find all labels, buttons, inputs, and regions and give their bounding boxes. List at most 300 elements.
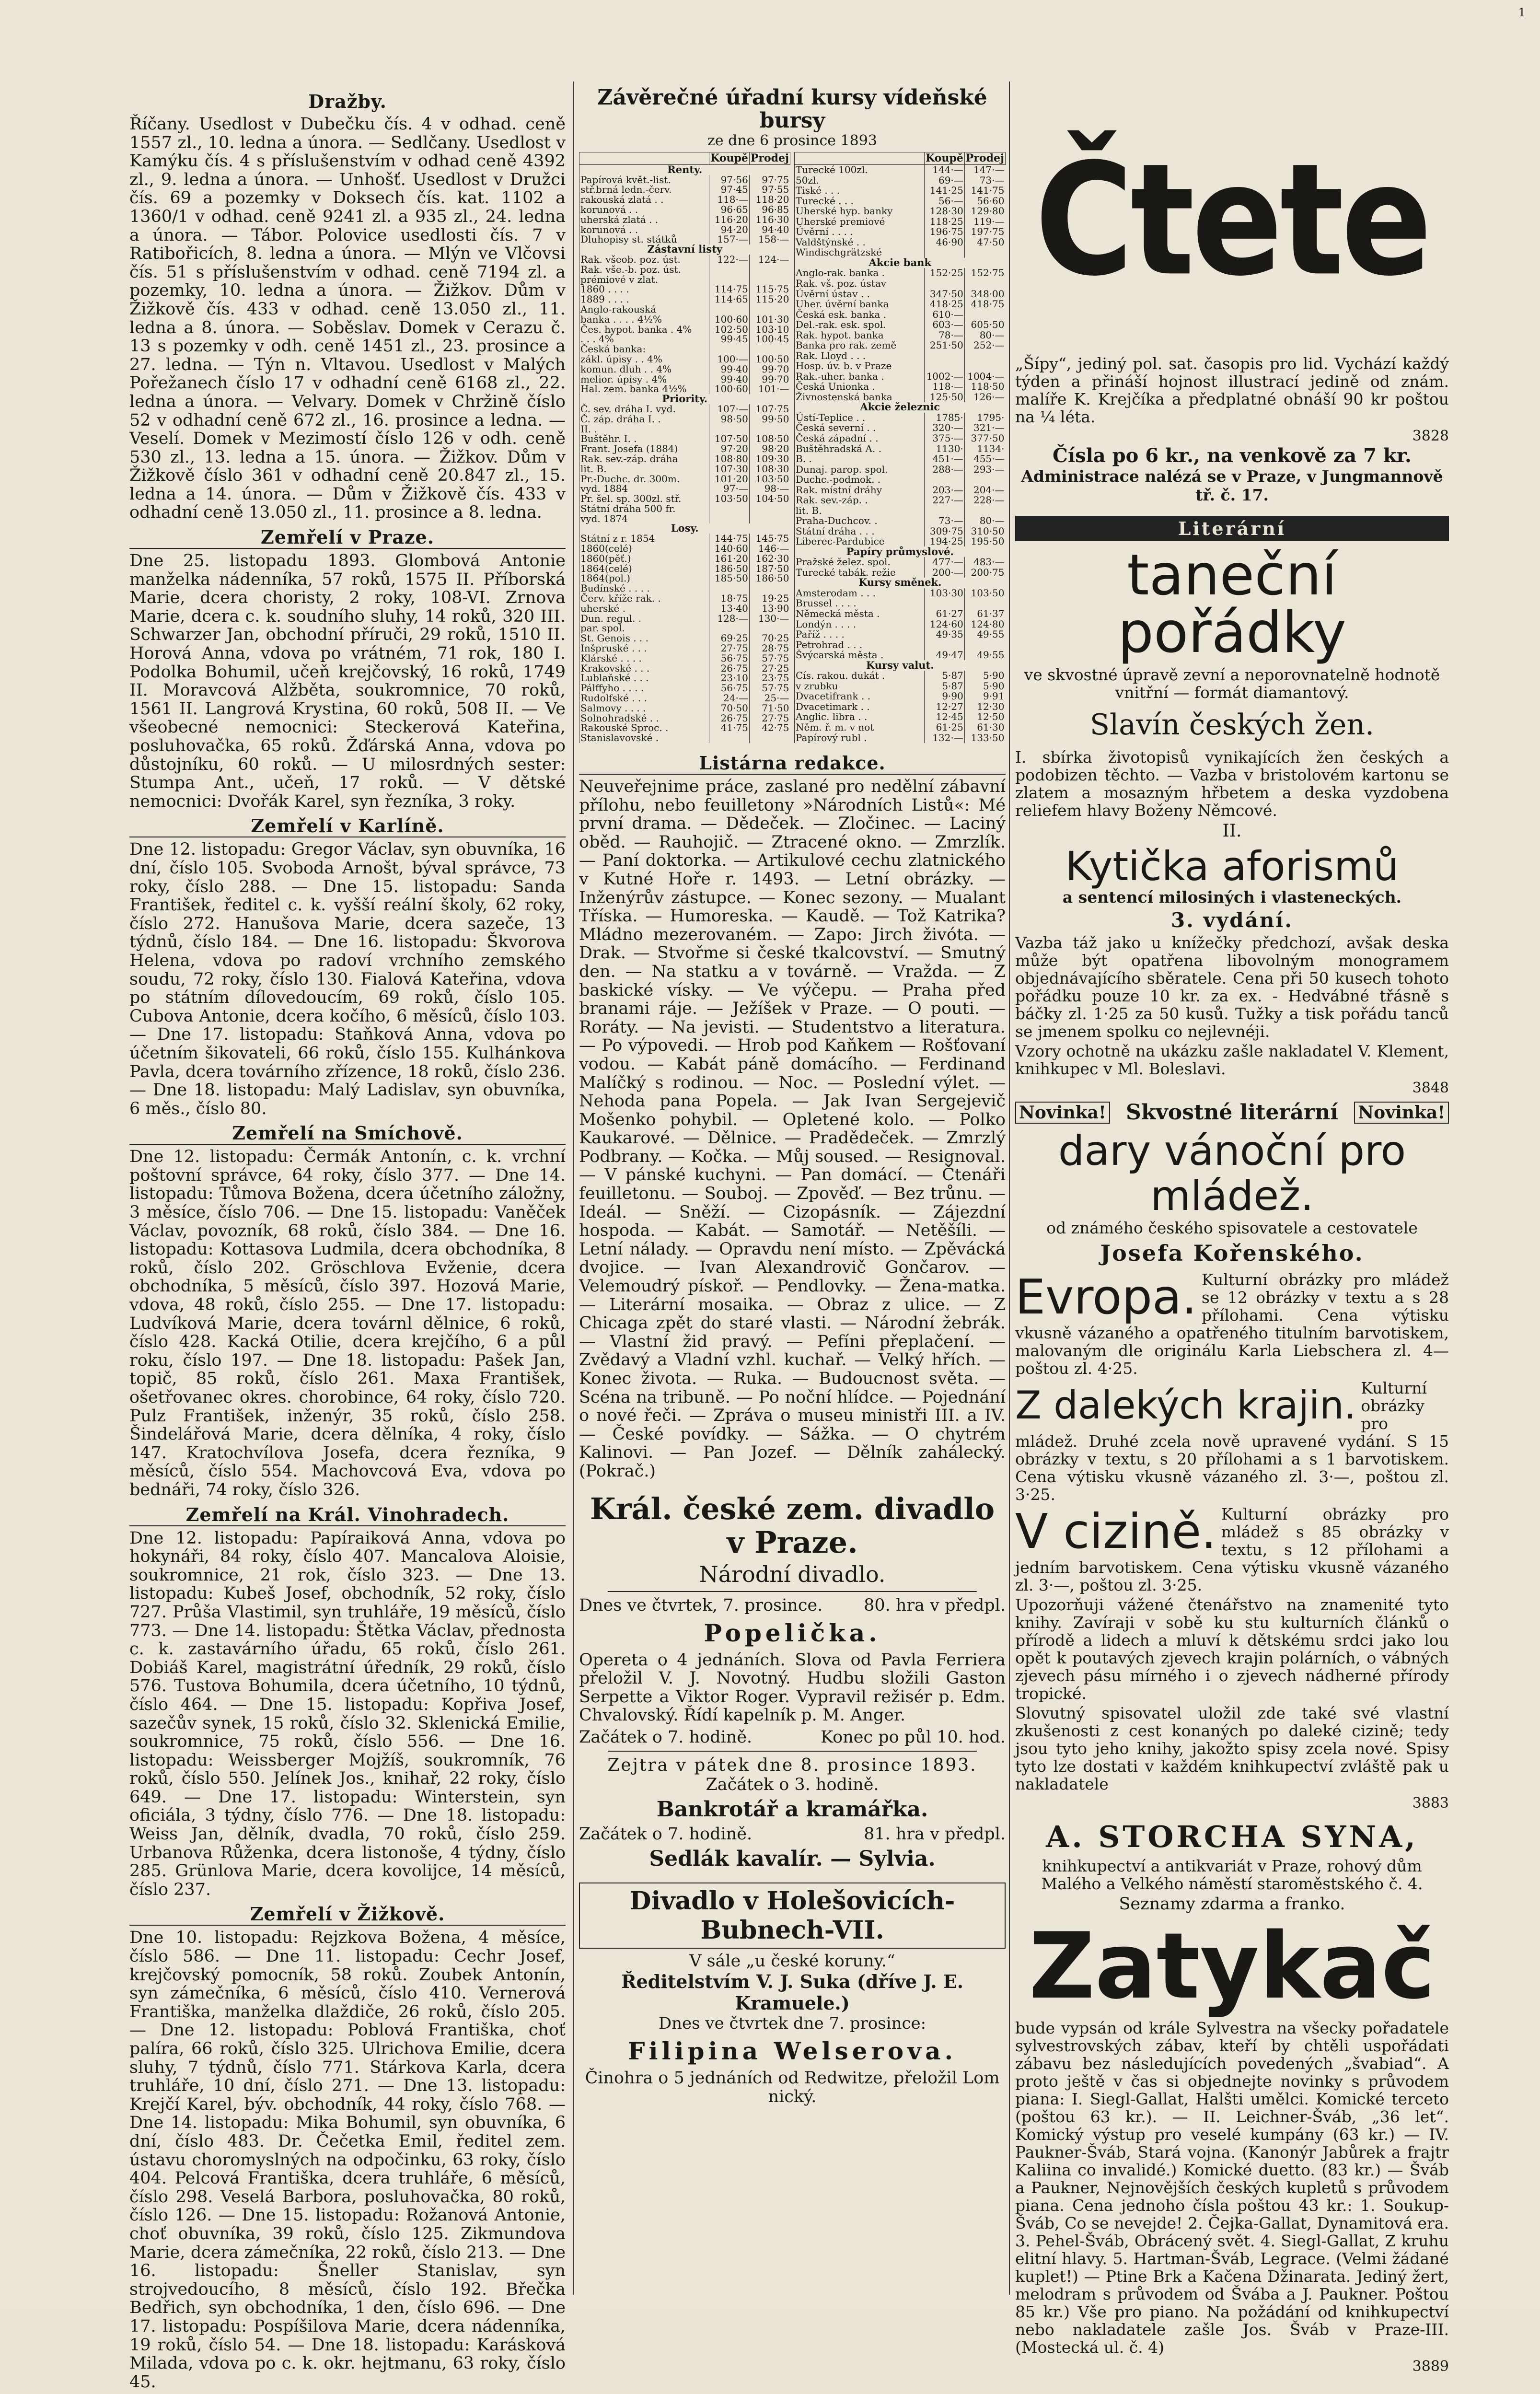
play-3-subscription: 81. hra v předpl. <box>864 1824 1006 1844</box>
prodej-value: 204·— <box>964 485 1005 495</box>
prodej-value: 80·— <box>964 516 1005 526</box>
prodej-value <box>749 504 790 514</box>
koupe-value: 41·75 <box>709 723 750 733</box>
prodej-value: 108·30 <box>749 464 790 474</box>
table-row <box>579 633 790 643</box>
koupe-value <box>709 583 750 593</box>
koupe-value: 18·75 <box>709 593 750 604</box>
table-row <box>579 464 790 474</box>
prodej-value <box>749 514 790 524</box>
table-row <box>579 623 790 633</box>
koupe-value: 140·60 <box>709 544 750 554</box>
skvostne-text: Skvostné literární <box>1126 1100 1338 1125</box>
prodej-value: 27·25 <box>749 663 790 674</box>
koupe-value <box>709 344 750 354</box>
koupe-value: 610·— <box>925 309 965 320</box>
koupe-value: 26·75 <box>709 713 750 723</box>
table-row <box>579 573 790 583</box>
security-name: Pražské želez. spol. <box>795 557 925 568</box>
koupe-value: 1785· <box>925 413 965 423</box>
slavin-desc: I. sbírka životopisů vynikajících žen českých a podobizen těchto. — Vazba v bristolovém kartonu se zlatem a mosazným hřbetem a deska vyzdobena reliefem hlavy Boženy Němcové. <box>1015 748 1449 820</box>
prodej-value: 101·— <box>749 384 790 394</box>
table-row <box>795 350 1006 361</box>
prodej-value: 195·50 <box>964 536 1005 547</box>
prodej-value: 23·75 <box>749 673 790 683</box>
play-title-1: Popelička. <box>704 1618 881 1647</box>
table-section-row <box>579 394 790 404</box>
table-row <box>795 671 1006 681</box>
table-row <box>795 691 1006 702</box>
koupe-value: 132·— <box>925 732 965 743</box>
prodej-value: 73·— <box>964 175 1005 186</box>
koupe-value <box>709 623 750 633</box>
koupe-value: 103·50 <box>709 494 750 504</box>
security-name: Budínské . . . . <box>579 583 709 593</box>
security-name: vyd. 1884 <box>579 484 709 494</box>
prodej-value: 115·75 <box>749 284 790 294</box>
prodej-value <box>749 623 790 633</box>
table-row <box>579 604 790 614</box>
koupe-value: 69·25 <box>709 633 750 643</box>
table-row <box>795 237 1006 248</box>
smichov-text: Dne 12. listopadu: Čermák Antonín, c. k. vrchní poštovní správce, 64 roky, číslo 377. — Dne 14. listopadu: Tůmova Božena, dcera účetního záložny, 3 měsíce, číslo 706. — Dne 15. listopadu: Vaněček Václav, povozník, 68 roků, číslo 384. — Dne 16. listopadu: Kottasova Ludmila, dcera obchodníka, 8 roků, číslo 202. Gröschlova Evženie, dcera obchodníka, 5 měsíců, číslo 397. Hozová Marie, vdova, 48 roků, číslo 255. — Dne 17. listopadu: Ludvíková Marie, dcera továrnl dělnice, 6 roků, číslo 428. Kacká Otilie, dcera krejčího, 6 a půl roku, číslo 197. — Dne 18. listopadu: Pašek Jan, topič, 85 roků, číslo 261. Maxa František, ošetřovanec okres. chorobince, 64 roky, číslo 720. Pulz František, inženýr, 35 roků, číslo 258. Šindelářová Marie, dcera dělníka, 4 roky, číslo 147. Kratochvílova Josefa, dcera řezníka, 9 měsíců, číslo 554. Machovcová Eva, vdova po bednáři, 74 roky, číslo 326. <box>129 1147 566 1499</box>
prodej-value: 197·75 <box>964 227 1005 237</box>
column-right <box>1015 86 1449 2375</box>
koupe-value: 70·50 <box>709 703 750 713</box>
prodej-value: 100·45 <box>749 334 790 344</box>
zizkov-text: Dne 10. listopadu: Rejzkova Božena, 4 měsíce, číslo 586. — Dne 11. listopadu: Cechr Josef, krejčovský pomocník, 58 roků. Zoubek Antonín, syn zámečníka, 6 měsíců, číslo 410. Vernerová Františka, manželka dlaždiče, 26 roků, číslo 205. — Dne 12. listopadu: Poblová Františka, choť palíra, 66 roků, číslo 325. Ulrichova Emilie, dcera sluhy, 7 týdnů, číslo 771. Stárkova Karla, dcera truhláře, 10 dní, číslo 271. — Dne 13. listopadu: Krejčí Karel, býv. obchodník, 44 roky, číslo 768. — Dne 14. listopadu: Mika Bohumil, syn obuvníka, 6 dní, číslo 483. Dr. Čečetka Emil, ředitel zem. ústavu choromyslných na odpočinku, 63 roky, číslo 404. Pelcová Františka, dcera truhláře, 6 měsíců, číslo 298. Veselá Barbora, posluhovačka, 80 roků, číslo 126. — Dne 15. listopadu: Rožanová Antonie, choť obuvníka, 39 roků, číslo 125. Zikmundova Marie, dcera zámečníka, 22 roků, číslo 213. — Dne 16. listopadu: Šneller Stanislav, syn strojvedoucího, 8 měsíců, číslo 192. Břečka Bedřich, syn obchodníka, 1 den, číslo 696. — Dne 17. listopadu: Pospíšilova Marie, dcera nádenníka, 19 roků, číslo 54. — Dne 18. listopadu: Karásková Milada, vdova po c. k. okr. hejtmanu, 63 roky, číslo 45. <box>129 1928 566 2392</box>
col-header-koupe: Koupě <box>709 152 750 165</box>
koupe-value: 97·56 <box>709 175 750 185</box>
security-name: Salmovy . . . . <box>579 703 709 713</box>
table-section-heading: Kursy valut. <box>795 660 1006 671</box>
prodej-value: 25·— <box>749 693 790 703</box>
bursy-table-left <box>579 152 790 743</box>
koupe-value <box>709 275 750 285</box>
table-section-heading: Kursy směnek. <box>795 578 1006 588</box>
prodej-value <box>749 583 790 593</box>
security-name: Česká banka: <box>579 344 709 354</box>
prodej-value <box>749 344 790 354</box>
novinka-badge-left: Novinka! <box>1015 1102 1110 1124</box>
divider <box>608 1751 977 1752</box>
security-name: Buštěhradská A. . <box>795 443 925 454</box>
prodej-value: 47·50 <box>964 237 1005 248</box>
table-row <box>579 404 790 414</box>
koupe-value <box>709 265 750 275</box>
koupe-value: 69·— <box>925 175 965 186</box>
table-row <box>579 554 790 564</box>
table-row <box>579 733 790 743</box>
prodej-value: 99·70 <box>749 364 790 374</box>
prodej-value: 1004·— <box>964 371 1005 382</box>
table-row <box>579 723 790 733</box>
koupe-value: 114·75 <box>709 284 750 294</box>
koupe-value: 477·— <box>925 557 965 568</box>
koupe-value: 46·90 <box>925 237 965 248</box>
security-name: Windischgrätzské <box>795 247 925 258</box>
koupe-value: 102·50 <box>709 325 750 335</box>
koupe-value: 78·— <box>925 330 965 340</box>
koupe-value: 128·30 <box>925 206 965 217</box>
table-row <box>795 475 1006 485</box>
upozorneni-text: Upozorňuji vážené čtenářstvo na znamenité tyto knihy. Zavíraji v sobě ku stu kulturních článků o přírodě a lidech a mluví k dětskému srdci jako lou opět k poutavých zjevech krajin polárních, o vábných zjevech pásu mírného i o zjevech nádherné přírody tropické. <box>1015 1595 1449 1703</box>
table-row <box>795 557 1006 568</box>
table-row <box>579 474 790 484</box>
security-name: Hal. zem. banka 4½% <box>579 384 709 394</box>
security-name: Anglic. libra . . <box>795 712 925 722</box>
security-name: rakouská zlatá . . <box>579 195 709 205</box>
koupe-value <box>709 504 750 514</box>
table-row <box>579 494 790 504</box>
table-row <box>579 534 790 544</box>
koupe-value <box>925 475 965 485</box>
theatre-day2: Zejtra v pátek dne 8. prosince 1893. <box>607 1755 977 1775</box>
sipy-price: Čísla po 6 kr., na venkově za 7 kr. <box>1053 444 1412 467</box>
table-row <box>579 284 790 294</box>
table-row <box>795 681 1006 691</box>
zdalekych-block <box>1015 1379 1449 1505</box>
table-row <box>795 485 1006 495</box>
table-row <box>795 206 1006 217</box>
security-name: banka . . . . 4½% <box>579 314 709 325</box>
section-title-karlin: Zemřelí v Karlíně. <box>129 815 566 837</box>
koupe-value: 13·40 <box>709 604 750 614</box>
prodej-value: 109·30 <box>749 454 790 464</box>
koupe-value: 118·— <box>709 195 750 205</box>
prodej-value: 97·55 <box>749 185 790 195</box>
security-name: Rudolfské . . . <box>579 693 709 703</box>
col-header-name <box>579 152 709 165</box>
security-name: St. Genois . . . <box>579 633 709 643</box>
prodej-value: 310·50 <box>964 526 1005 536</box>
table-row <box>579 683 790 693</box>
prodej-value: 158·— <box>749 234 790 244</box>
security-name: Česká severní . . <box>795 423 925 433</box>
prodej-value: 200·75 <box>964 568 1005 578</box>
security-name: Č. sev. dráha I. vyd. <box>579 404 709 414</box>
prodej-value: 99·70 <box>749 374 790 384</box>
prodej-value <box>749 304 790 314</box>
security-name: Brussel . . . . <box>795 598 925 609</box>
table-row <box>579 583 790 593</box>
koupe-value: 73·— <box>925 516 965 526</box>
koupe-value: 103·30 <box>925 588 965 599</box>
evropa-title: Evropa. <box>1015 1269 1197 1325</box>
security-name: Rak. sev.-záp. . <box>795 495 925 506</box>
prodej-value: 418·75 <box>964 299 1005 310</box>
security-name: melior. úpisy . 4% <box>579 374 709 384</box>
table-row <box>579 205 790 215</box>
koupe-value: 97·20 <box>709 444 750 454</box>
koupe-value: 118·25 <box>925 216 965 227</box>
prodej-value: 118·50 <box>964 382 1005 392</box>
table-section-row <box>795 546 1006 557</box>
table-section-heading: Papíry průmyslové. <box>795 546 1006 557</box>
zdalekych-title: Z dalekých krajin. <box>1015 1383 1356 1428</box>
prodej-value: 119·— <box>964 216 1005 227</box>
theatre-day1-subscription: 80. hra v předpl. <box>864 1595 1006 1615</box>
security-name: prémiové v zlat. <box>579 275 709 285</box>
security-name: par. spol. <box>579 623 709 633</box>
table-row <box>579 593 790 604</box>
security-name: Pálffyho . . . . <box>579 683 709 693</box>
koupe-value: 99·45 <box>709 334 750 344</box>
prodej-value: 348·00 <box>964 289 1005 299</box>
table-row <box>579 325 790 335</box>
table-row <box>579 504 790 514</box>
table-section-row <box>579 523 790 534</box>
security-name: Státní z r. 1854 <box>579 534 709 544</box>
security-name: Dvacetifrank . . <box>795 691 925 702</box>
table-section-heading: Zástavní listy <box>579 244 790 255</box>
koupe-value: 49·47 <box>925 650 965 661</box>
security-name: II. . <box>579 424 709 434</box>
zatykac-headline: Zatykač <box>1029 1913 1436 2019</box>
seznamy-text: Seznamy zdarma a franko. <box>1119 1894 1345 1914</box>
koupe-value: 114·65 <box>709 294 750 304</box>
prodej-value: 377·50 <box>964 433 1005 444</box>
koupe-value: 203·— <box>925 485 965 495</box>
table-row <box>579 374 790 384</box>
korensky-name: Josefa Kořenského. <box>1100 1240 1364 1266</box>
table-row <box>579 195 790 205</box>
bursy-table-right <box>794 152 1006 743</box>
table-row <box>579 304 790 314</box>
section-title-praha: Zemřelí v Praze. <box>129 527 566 549</box>
kyticka-sub: a sentencí milosiných i vlasteneckých. <box>1062 888 1402 906</box>
sipy-admin: Administrace nalézá se v Praze, v Jungmannově tř. č. 17. <box>1021 467 1443 504</box>
koupe-value: 227·— <box>925 495 965 506</box>
prodej-value: 42·75 <box>749 723 790 733</box>
security-name: Dun. regul. . <box>579 614 709 624</box>
prodej-value: 99·50 <box>749 414 790 424</box>
koupe-value <box>925 639 965 650</box>
prodej-value: 129·80 <box>964 206 1005 217</box>
prodej-value: 12·30 <box>964 701 1005 712</box>
table-row <box>579 673 790 683</box>
tanecni-desc: ve skvostné úpravě zevní a neporovnatelně hodnotě vnitřní — formát diamantový. <box>1024 665 1440 702</box>
table-row <box>579 294 790 304</box>
table-row <box>795 433 1006 444</box>
vcizine-desc: Kulturní obrázky pro mládež s 85 obrázky v textu, s 12 přílohami a jedním barvotiskem. Cena výtisku vkusně vázaného zl. 3·—, poštou zl. 3·25. <box>1015 1505 1449 1594</box>
table-row <box>579 275 790 285</box>
table-row <box>579 434 790 444</box>
koupe-value: 61·25 <box>925 722 965 733</box>
koupe-value: 23·10 <box>709 673 750 683</box>
prodej-value: 124·— <box>749 255 790 265</box>
prodej-value <box>749 275 790 285</box>
security-name: Rakouské Sproc. . <box>579 723 709 733</box>
prodej-value: 5·90 <box>964 681 1005 691</box>
prodej-value: 103·10 <box>749 325 790 335</box>
koupe-value: 347·50 <box>925 289 965 299</box>
prodej-value: 98·— <box>749 484 790 494</box>
koupe-value: 9·90 <box>925 691 965 702</box>
novinka-badge-right: Novinka! <box>1354 1102 1449 1124</box>
table-row <box>579 454 790 464</box>
koupe-value: 49·35 <box>925 629 965 640</box>
security-name: Rak. vše.-b. poz. úst. <box>579 265 709 275</box>
klement-number: 3848 <box>1412 1080 1449 1096</box>
col-header-koupe: Koupě <box>925 152 965 165</box>
table-row <box>795 413 1006 423</box>
table-section-row <box>795 660 1006 671</box>
table-row <box>579 564 790 574</box>
table-row <box>579 643 790 653</box>
security-name: Rak. všeob. poz. úst. <box>579 255 709 265</box>
security-name: Živnostenská banka <box>795 392 925 403</box>
table-row <box>579 314 790 325</box>
security-name: Londýn . . . . <box>795 619 925 629</box>
holesovice-direction: Ředitelstvím V. J. Suka (dříve J. E. Kramuele.) <box>621 1970 964 2014</box>
table-section-heading: Renty. <box>579 164 790 174</box>
koupe-value: 320·— <box>925 423 965 433</box>
play-1-end: Konec po půl 10. hod. <box>820 1727 1006 1747</box>
prodej-value <box>964 309 1005 320</box>
security-name: Inšpruské . . . <box>579 643 709 653</box>
koupe-value: 122·— <box>709 255 750 265</box>
table-row <box>579 484 790 494</box>
section-title-smichov: Zemřelí na Smíchově. <box>129 1123 566 1145</box>
prodej-value: 61·37 <box>964 609 1005 619</box>
prodej-value: 104·50 <box>749 494 790 504</box>
holesovice-venue: V sále „u české koruny.“ <box>689 1951 895 1971</box>
table-row <box>795 732 1006 743</box>
security-name: stř.brná ledn.-červ. <box>579 185 709 195</box>
prodej-value: 455·— <box>964 454 1005 465</box>
koupe-value: 118·— <box>925 382 965 392</box>
security-name: Dunaj. parop. spol. <box>795 464 925 475</box>
koupe-value <box>709 424 750 434</box>
play-1-start: Začátek o 7. hodině. <box>579 1727 753 1747</box>
theatre-day2-start: Začátek o 3. hodině. <box>706 1775 879 1794</box>
security-name: Solnohradské . . <box>579 713 709 723</box>
koupe-value: 5·87 <box>925 681 965 691</box>
security-name: Amsterodam . . . <box>795 588 925 599</box>
play-title-2: Bankrotář a kramářka. <box>656 1797 928 1822</box>
prodej-value: 124·80 <box>964 619 1005 629</box>
prodej-value: 5·90 <box>964 671 1005 681</box>
security-name: Čes. hypot. banka . 4% <box>579 325 709 335</box>
security-name: lit. B. <box>795 505 925 516</box>
column-middle <box>579 86 1006 2109</box>
table-row <box>795 609 1006 619</box>
security-name: Lublaňské . . . <box>579 673 709 683</box>
koupe-value: 125·50 <box>925 392 965 403</box>
koupe-value: 128·— <box>709 614 750 624</box>
koupe-value: 1130· <box>925 443 965 454</box>
security-name: Anglo-rakouská <box>579 304 709 314</box>
security-name: Turecké 100zl. <box>795 164 925 175</box>
security-name: Rak. Lloyd . . . <box>795 350 925 361</box>
prodej-value: 133·50 <box>964 732 1005 743</box>
zatykac-number: 3889 <box>1412 2358 1449 2375</box>
security-name: 50zl. <box>795 175 925 186</box>
prodej-value: 141·75 <box>964 186 1005 196</box>
slavin-headline: Slavín českých žen. <box>1089 708 1375 742</box>
koupe-value: 97·45 <box>709 185 750 195</box>
play-3-times <box>579 1825 1006 1844</box>
tanecni-headline: taneční pořádky <box>1118 542 1346 665</box>
security-name: Klárské . . . . <box>579 653 709 663</box>
evropa-block <box>1015 1271 1449 1379</box>
listarna-title: Listárna redakce. <box>579 753 1006 775</box>
play-3-start: Začátek o 7. hodině. <box>579 1824 753 1844</box>
play-1-times <box>579 1728 1006 1747</box>
table-row <box>579 614 790 624</box>
prodej-value: 97·75 <box>749 175 790 185</box>
prodej-value: 56·60 <box>964 196 1005 206</box>
koupe-value: 99·40 <box>709 364 750 374</box>
security-name: Hosp. úv. b. v Praze <box>795 361 925 372</box>
koupe-value: 94·20 <box>709 225 750 235</box>
table-row <box>579 175 790 185</box>
karlin-text: Dne 12. listopadu: Gregor Václav, syn obuvníka, 16 dní, číslo 105. Svoboda Arnošt, býval správce, 73 roky, číslo 288. — Dne 15. listopadu: Sanda František, ředitel c. k. vyšší reální školy, 62 roky, číslo 272. Hanušova Marie, dcera sazeče, 13 týdnů, číslo 184. — Dne 16. listopadu: Škvorova Helena, vdova po radoví vrchního zemského soudu, 72 roky, číslo 130. Fialová Kateřina, vdova po státním dílovedoucím, 69 roků, číslo 105. Cubova Antonie, dcera kočího, 6 měsíců, číslo 103. — Dne 17. listopadu: Staňková Anna, vdova po účetním šikovateli, 66 roků, číslo 155. Kulhánkova Pavla, dcera továrního zřízence, 18 roků, číslo 236. — Dne 18. listopadu: Malý Ladislav, syn obuvníka, 6 měs., číslo 80. <box>129 840 566 1118</box>
col-header-prodej: Prodej <box>964 152 1005 165</box>
prodej-value: 49·55 <box>964 629 1005 640</box>
prodej-value: 61·30 <box>964 722 1005 733</box>
koupe-value: 251·50 <box>925 340 965 351</box>
play-1-desc: Opereta o 4 jednáních. Slova od Pavla Ferriera přeložil V. J. Novotný. Hudbu složili Gaston Serpette a Viktor Roger. Vypravil režisér p. Edm. Chvalovský. Řídí kapelník p. M. Anger. <box>579 1650 1006 1725</box>
table-row <box>579 265 790 275</box>
storch-number: 3883 <box>1412 1795 1449 1812</box>
vcizine-block <box>1015 1505 1449 1596</box>
security-name: Ústí-Teplice . . <box>795 413 925 423</box>
koupe-value: 107·— <box>709 404 750 414</box>
prodej-value: 147·— <box>964 164 1005 175</box>
security-name: Krakovské . . . <box>579 663 709 674</box>
koupe-value: 56·— <box>925 196 965 206</box>
storch-desc: knihkupectví a antikvariát v Praze, rohový dům Malého a Velkého náměstí staroměstského č. 4. <box>1041 1857 1423 1893</box>
security-name: Rak. vš. poz. ústav <box>795 279 925 289</box>
security-name: Duchc.-podmok. . <box>795 475 925 485</box>
table-row <box>795 454 1006 465</box>
prodej-value <box>749 733 790 743</box>
prodej-value: 126·— <box>964 392 1005 403</box>
security-name: Petrohrad . . . <box>795 639 925 650</box>
koupe-value: 161·20 <box>709 554 750 564</box>
koupe-value: 100·60 <box>709 384 750 394</box>
prodej-value <box>964 350 1005 361</box>
security-name: Del.-rak. esk. spol. <box>795 320 925 330</box>
prodej-value: 483·— <box>964 557 1005 568</box>
theatre-day1-date: Dnes ve čtvrtek, 7. prosince. <box>579 1595 823 1615</box>
prodej-value: 96·85 <box>749 205 790 215</box>
od-spisovatele: od známého českého spisovatele a cestovatele <box>1046 1219 1418 1237</box>
literarni-banner: Literární <box>1015 516 1449 541</box>
prodej-value <box>964 598 1005 609</box>
security-name: Anglo-rak. banka . <box>795 268 925 279</box>
table-row <box>579 225 790 235</box>
koupe-value: 186·50 <box>709 564 750 574</box>
zatykac-desc: bude vypsán od krále Sylvestra na všecky pořadatele sylvestrovských zábav, kteří by chtěli uspořádati zábavu bez následujících povedených „švabiad“. A proto ještě v čas si objednejte novinky s průvodem piana: I. Siegl-Gallat, Halšti umělci. Komické terceto (poštou 63 kr.). — II. Leichner-Šváb, „36 let“. Komický výstup pro veselé kumpány (63 kr.) — IV. Paukner-Šváb, Stará vojna. (Kanonýr Jabůrek a frajtr Kaliina co invalidé.) Komické duetto. (83 kr.) — Šváb a Paukner, Nejnovějších českých kupletů s průvodem piana. Cena jednoho čísla poštou 43 kr.: 1. Soukup-Šváb, Co se nevejde! 2. Čejka-Gallat, Dynamitová era. 3. Pehel-Šváb, Obrácený svět. 4. Siegl-Gallat, Z kruhu elitní hlavy. 5. Hartman-Šváb, Legrace. (Velmi žádané kuplet!) — Ptine Brk a Kačena Džinarata. Jediný žert, melodram s průvodem od Švába a J. Paukner. Poštou 85 kr.) Vše pro piano. Na požádání od knihkupectví nebo nakladatele zašle Jos. Šváb v Praze-III. (Mostecká ul. č. 4) <box>1015 2019 1449 2357</box>
security-name: v zrubku <box>795 681 925 691</box>
prodej-value: 228·— <box>964 495 1005 506</box>
zdalekych-desc: Kulturní obrázky pro mládež. Druhé zcela nově upravené vydání. S 15 obrázky v textu, s 20 přílohami a s 1 barvotiskem. Cena výtisku vkusně vázaného zl. 3·—, poštou zl. 3·25. <box>1015 1379 1449 1504</box>
security-name: korunová . . <box>579 205 709 215</box>
table-section-heading: Akcie bank <box>795 258 1006 268</box>
koupe-value: 61·27 <box>925 609 965 619</box>
koupe-value: 12·45 <box>925 712 965 722</box>
security-name: Česká západní . . <box>795 433 925 444</box>
prodej-value: 162·30 <box>749 554 790 564</box>
koupe-value: 418·25 <box>925 299 965 310</box>
prodej-value: 98·20 <box>749 444 790 454</box>
koupe-value <box>925 505 965 516</box>
table-row <box>795 330 1006 340</box>
security-name: Rak.-uher. banka . <box>795 371 925 382</box>
